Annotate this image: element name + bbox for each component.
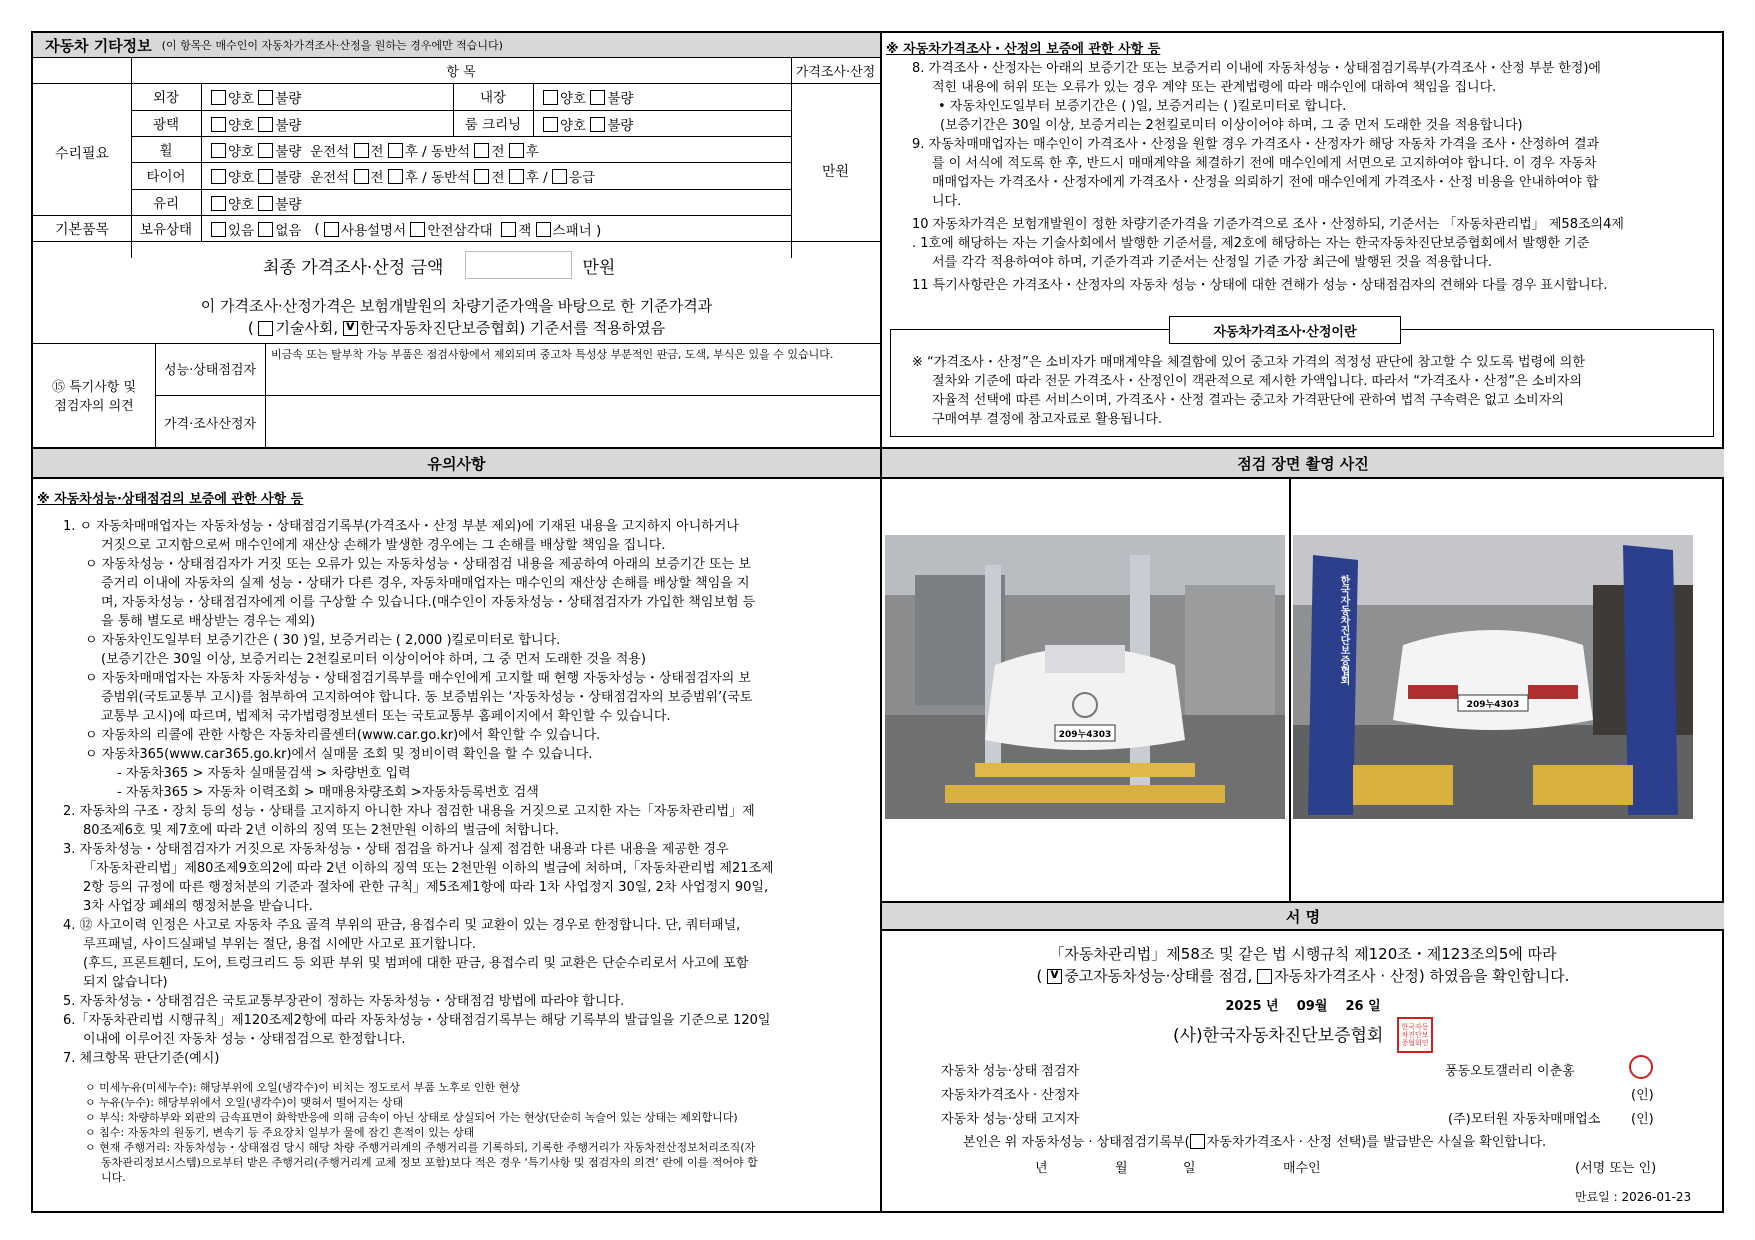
confirm-price-checkbox[interactable] [1257,969,1272,984]
row-tire-label: 타이어 [146,169,186,185]
row-room-label: 룸 크리닝 [464,117,522,133]
wheel-driver-rear-checkbox[interactable] [388,143,403,158]
manual-checkbox[interactable] [324,222,339,237]
inspector-opinion-text: 비금속 또는 탈부착 가능 부품은 점검사항에서 제외되며 중고차 특성상 부분적인 판금, 도색, 부식은 있을 수 있습니다. [271,348,834,361]
document-frame [31,31,1724,1213]
sign-date: 2025 년 09월 26 일 [1225,999,1381,1014]
basis-line-1: 이 가격조사·산정가격은 보험개발원의 차량기준가액을 바탕으로 한 기준가격과 [200,297,713,315]
buyer-month-label: 월 [1115,1161,1128,1176]
appraiser-opinion-label: 가격·조사산정자 [163,417,257,432]
wheel-driver-front-checkbox[interactable] [354,143,369,158]
appraiser-seal: (인) [1631,1088,1654,1103]
receipt-line: 본인은 위 자동차성능 · 상태점검기록부( 자동차가격조사 · 산정 선택)를 발급받은 사실을 확인합니다. [963,1135,1547,1150]
repair-label: 수리필요 [54,146,110,162]
inspector-seal-icon [1629,1055,1653,1079]
exterior-options: 양호 불량 [211,87,301,107]
notice-header: 유의사항 [33,449,880,479]
notifier-sign-name: (주)모터원 자동차매매업소 [1448,1112,1601,1127]
row-exterior-label: 외장 [152,90,180,106]
receipt-price-checkbox[interactable] [1190,1134,1205,1149]
gloss-options: 양호 불량 [211,114,301,134]
photo-rear-image [1293,535,1693,819]
confirm-line: ( v 중고자동차성능·상태를 점검, 자동차가격조사 · 산정) 하였음을 확인합니다. [882,965,1724,986]
photo-front [885,535,1285,819]
lift-lettering: 한국자동차진단보증협회 [1338,575,1349,685]
check-criteria: ㅇ 미세누유(미세누수): 해당부위에 오일(냉각수)이 비치는 정도로서 부품 노후로 인한 현상 ㅇ 누유(누수): 해당부위에서 오일(냉각수)이 맺혀서 떨어지는 상태 ㅇ 부식: 차량하부와 외판의 금속표면이 화학반응에 의해 금속이 아닌 상태로 상실되어 가는 현상(단순히 녹슬어 있는 상태는 제외합니다) ㅇ 침수: 자동차의 원동기, 변속기 등 주요장치 일부가 물에 잠긴 흔적이 있는 상태 ㅇ 현재 주행거리: 자동차성능・상태점검 당시 해당 차량 주행거리계의 주행거리를 기록하되, 기록한 주행거리가 자동차전산정보처리조직(자 동차관리정보시스템)으로부터 받은 주행거리(주행거리계 교체 정보 포함)보다 적은 경우 ‘특기사항 및 점검자의 의견’ 란에 이를 적어야 합 니다. [85,1081,758,1184]
price-definition-title: 자동차가격조사·산정이란 [1169,316,1401,344]
col-item-header: 항 목 [446,65,476,80]
tire-passenger-rear-checkbox[interactable] [509,169,524,184]
tire-options: 양호 불량 운전석 전 후 / 동반석 전 후 / 응급 [211,166,595,186]
tire-passenger-front-checkbox[interactable] [474,169,489,184]
jack-checkbox[interactable] [501,222,516,237]
buyer-label: 매수인 [1283,1161,1321,1176]
basis-line-2: ( 기술사회, v 한국자동차진단보증협회) 기준서를 적용하였음 [33,317,880,338]
photo-front-image [885,535,1285,819]
basic-items-label: 기본품목 [54,222,110,238]
price-definition-text: ※ “가격조사・산정”은 소비자가 매매계약을 체결함에 있어 중고차 가격의 적정성 판단에 참고할 수 있도록 법령에 의한 절차와 기준에 따라 전문 가격조사・산정인이 객관적으로 제시한 가액입니다. 따라서 “가격조사・산정”은 소비자의 자율적 선택에 따른 서비스이며, 가격조사・산정 결과는 중고차 가격판단에 관하여 법적 구속력은 없고 소비자의 구매여부 결정에 참고자료로 활용됩니다. [912,355,1585,427]
spanner-checkbox[interactable] [536,222,551,237]
basis-kaida-checkbox[interactable] [343,321,358,336]
extra-info-subtitle: (이 항목은 매수인이 자동차가격조사·산정을 원하는 경우에만 적습니다) [161,39,503,52]
room-good-checkbox[interactable] [543,117,558,132]
wheel-passenger-rear-checkbox[interactable] [509,143,524,158]
glass-options: 양호 불량 [211,193,301,213]
tire-driver-front-checkbox[interactable] [354,169,369,184]
row-gloss-label: 광택 [152,117,180,133]
final-price-unit: 만원 [582,257,616,278]
final-price-input[interactable] [465,251,572,279]
photos-header: 점검 장면 촬영 사진 [882,449,1724,479]
row-glass-label: 유리 [152,196,180,212]
front-plate: 209누4303 [1058,729,1112,740]
exterior-bad-checkbox[interactable] [258,90,273,105]
holding-options: 있음 없음 ( 사용설명서 안전삼각대 잭 스패너 ) [211,219,601,239]
expiry-date: 만료일 : 2026-01-23 [1575,1190,1692,1204]
notice-subtitle: ※ 자동차성능·상태점검의 보증에 관한 사항 등 [37,492,304,507]
final-price-row [263,251,615,279]
wheel-good-checkbox[interactable] [211,143,226,158]
glass-good-checkbox[interactable] [211,196,226,211]
interior-good-checkbox[interactable] [543,90,558,105]
room-bad-checkbox[interactable] [590,117,605,132]
price-warranty-items: 8. 가격조사・산정자는 아래의 보증기간 또는 보증거리 이내에 자동차성능・상태점검기록부(가격조사・산정 부분 한정)에 적힌 내용에 허위 또는 오류가 있는 경우 계약 또는 관계법령에 따라 매수인에 대하여 책임을 집니다. • 자동차인도일부터 보증기간은 ( )일, 보증거리는 ( )킬로미터로 합니다. (보증기간은 30일 이상, 보증거리는 2천킬로미터 이상이어야 하며, 그 중 먼저 도래한 것을 적용합니다) 9. 자동차매매업자는 매수인이 가격조사・산정을 원할 경우 가격조사・산정자가 해당 자동차 가격을 조사・산정하여 결과 를 이 서식에 적도록 한 후, 반드시 매매계약을 체결하기 전에 매수인에게 서면으로 고지하여야 합니다. 이 경우 자동차 매매업자는 가격조사・산정자에게 가격조사・산정을 의뢰하기 전에 매수인에게 가격조사・산정 비용을 안내하여야 합 니다. 10 자동차가격은 보험개발원이 정한 차량기준가격을 기준가격으로 조사・산정하되, 기준서는 「자동차관리법」 제58조의4제 . 1호에 해당하는 자는 기술사회에서 발행한 기준서를, 제2호에 해당하는 자는 한국자동차진단보증협회에서 발행한 기준 서를 각각 적용하여야 하며, 기준가격과 기준서는 산정일 기준 가장 최근에 발행된 것을 적용합니다. 11 특기사항란은 가격조사・산정자의 자동차 성능・상태에 대한 견해가 성능・상태점검자의 견해와 다를 경우 표시합니다. [912,61,1624,293]
price-warranty-section [882,33,1724,447]
glass-bad-checkbox[interactable] [258,196,273,211]
triangle-checkbox[interactable] [410,222,425,237]
col-price-header: 가격조사·산정 [795,65,876,80]
gloss-good-checkbox[interactable] [211,117,226,132]
exterior-good-checkbox[interactable] [211,90,226,105]
holding-none-checkbox[interactable] [258,222,273,237]
price-unit: 만원 [821,164,850,180]
inspector-sign-name: 풍동오토갤러리 이춘홍 [1445,1064,1575,1079]
price-warranty-title: ※ 자동차가격조사・산정의 보증에 관한 사항 등 [886,42,1161,57]
basis-tech-checkbox[interactable] [258,321,273,336]
buyer-year-label: 년 [1035,1161,1048,1176]
row-interior-label: 내장 [479,90,507,106]
row-wheel-label: 휠 [159,143,173,159]
row-holding-label: 보유상태 [139,222,193,238]
photo-rear [1293,535,1693,819]
room-options: 양호 불량 [543,114,633,134]
tire-good-checkbox[interactable] [211,169,226,184]
wheel-bad-checkbox[interactable] [258,143,273,158]
extra-info-header [33,33,880,58]
signature-header: 서 명 [882,901,1724,931]
org-seal: 한국자동차진단보증협회인 [1397,1017,1433,1053]
org-name: (사)한국자동차진단보증협회 [1173,1026,1384,1046]
tire-emergency-checkbox[interactable] [552,169,567,184]
buyer-sign-hint: (서명 또는 인) [1575,1161,1657,1176]
inspector-sign-label: 자동차 성능·상태 점검자 [941,1064,1079,1079]
gloss-bad-checkbox[interactable] [258,117,273,132]
confirm-inspection-checkbox[interactable] [1047,969,1062,984]
law-line: 「자동차관리법」제58조 및 같은 법 시행규칙 제120조・제123조의5에 따라 [1049,945,1557,963]
buyer-day-label: 일 [1183,1161,1196,1176]
final-price-label: 최종 가격조사·산정 금액 [263,257,444,278]
wheel-options: 양호 불량 운전석 전 후 / 동반석 전 후 [211,140,539,160]
notice-body: 1. ㅇ 자동차매매업자는 자동차성능・상태점검기록부(가격조사・산정 부분 제외)에 기재된 내용을 고지하지 아니하거나 거짓으로 고지함으로써 매수인에게 재산상 손해가 발생한 경우에는 그 손해를 배상할 책임을 집니다. ㅇ 자동차성능・상태점검자가 거짓 또는 오류가 있는 자동차성능・상태점검 내용을 제공하여 아래의 보증기간 또는 보 증거리 이내에 자동차의 실제 성능・상태가 다른 경우, 자동차매매업자는 매수인의 재산상 손해를 배상할 책임을 지 며, 자동차성능・상태점검자에게 이를 구상할 수 있습니다.(매수인이 자동차성능・상태점검자가 가입한 책임보험 등 을 통해 별도로 배상받는 경우는 제외) ㅇ 자동차인도일부터 보증기간은 ( 30 )일, 보증거리는 ( 2,000 )킬로미터로 합니다. (보증기간은 30일 이상, 보증거리는 2천킬로미터 이상이어야 하며, 그 중 먼저 도래한 것을 적용) ㅇ 자동차매매업자는 자동차 자동차성능・상태점검기록부를 매수인에게 고지할 때 현행 자동차성능・상태점검자의 보 증범위(국토교통부 고시)를 첨부하여 고지하여야 합니다. 동 보증범위는 ‘자동차성능・상태점검자의 보증범위’(국토 교통부 고시)에 따르며, 법제처 국가법령정보센터 또는 국토교통부 홈페이지에서 확인할 수 있습니다. ㅇ 자동차의 리콜에 관한 사항은 자동차리콜센터(www.car.go.kr)에서 확인할 수 있습니다. ㅇ 자동차365(www.car365.go.kr)에서 실매물 조회 및 정비이력 확인을 할 수 있습니다. - 자동차365 > 자동차 실매물검색 > 차량번호 입력 - 자동차365 > 자동차 이력조회 > 매매용차량조회 >자동차등록번호 검색 2. 자동차의 구조・장치 등의 성능・상태를 고지하지 아니한 자나 점검한 내용을 거짓으로 고지한 자는「자동차관리법」제 80조제6호 및 제7호에 따라 2년 이하의 징역 또는 2천만원 이하의 벌금에 처합니다. 3. 자동차성능・상태점검자가 거짓으로 자동차성능・상태 점검을 하거나 실제 점검한 내용과 다른 내용을 제공한 경우 「자동차관리법」제80조제9호의2에 따라 2년 이하의 징역 또는 2천만원 이하의 벌금에 처하며,「자동차관리법 제21조제 2항 등의 규정에 따른 행정처분의 기준과 절차에 관한 규칙」제5조제1항에 따라 1차 사업정지 30일, 2차 사업정지 90일, 3차 사업장 폐쇄의 행정처분을 받습니다. 4. ⑫ 사고이력 인정은 사고로 자동차 주요 골격 부위의 판금, 용접수리 및 교환이 있는 경우로 한정합니다. 단, 쿼터패널, 루프패널, 사이드실패널 부위는 절단, 용접 시에만 사고로 표기합니다. (후드, 프론트휀더, 도어, 트렁크리드 등 외판 부위 및 범퍼에 대한 판금, 용접수리 및 교환은 단순수리로서 사고에 포함 되지 않습니다) 5. 자동차성능・상태점검은 국토교통부장관이 정하는 자동차성능・상태점검 방법에 따라야 합니다. 6.「자동차관리법 시행규칙」제120조제2항에 따라 자동차성능・상태점검기록부는 해당 기록부의 발급일을 기준으로 120일 이내에 이루어진 자동차 성능・상태점검으로 한정합니다. 7. 체크항목 판단기준(예시) [63,519,774,1066]
wheel-passenger-front-checkbox[interactable] [474,143,489,158]
notifier-seal: (인) [1631,1112,1654,1127]
notifier-sign-label: 자동차 성능·상태 고지자 [941,1112,1079,1127]
holding-have-checkbox[interactable] [211,222,226,237]
tire-bad-checkbox[interactable] [258,169,273,184]
rear-plate: 209누4303 [1466,699,1520,710]
extra-info-title: 자동차 기타정보 [45,36,152,55]
tire-driver-rear-checkbox[interactable] [388,169,403,184]
interior-options: 양호 불량 [543,87,633,107]
interior-bad-checkbox[interactable] [590,90,605,105]
inspector-opinion-label: 성능·상태점검자 [163,363,257,378]
appraiser-sign-label: 자동차가격조사 · 산정자 [941,1088,1079,1103]
special-notes-label: ⑮ 특기사항 및 점검자의 의견 [51,380,137,414]
